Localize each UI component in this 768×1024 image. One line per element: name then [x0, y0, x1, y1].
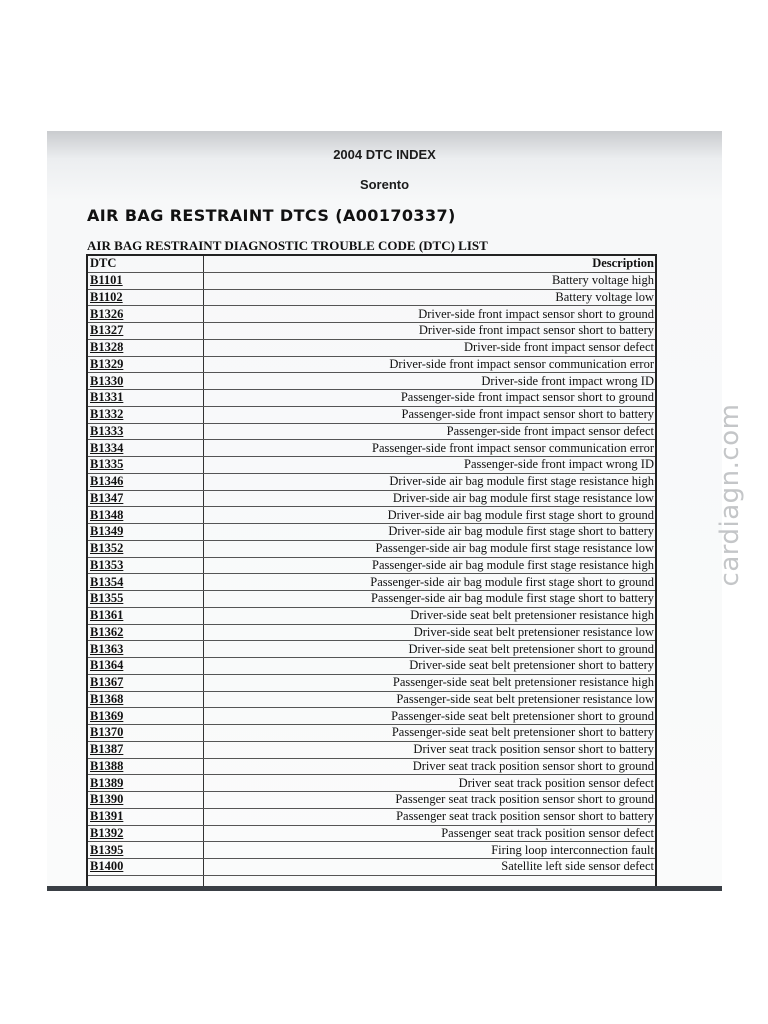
dtc-code-link[interactable]: B1390 — [87, 792, 204, 809]
dtc-table — [86, 254, 657, 890]
dtc-description: Passenger seat track position sensor short to ground — [204, 792, 657, 809]
dtc-description: Passenger-side front impact sensor short to battery — [204, 406, 657, 423]
dtc-code-link[interactable]: B1364 — [87, 658, 204, 675]
dtc-code-link[interactable]: B1349 — [87, 524, 204, 541]
dtc-description: Passenger-side front impact sensor defect — [204, 423, 657, 440]
dtc-description: Driver-side air bag module first stage resistance low — [204, 490, 657, 507]
dtc-code-link[interactable]: B1355 — [87, 591, 204, 608]
table-row — [87, 758, 656, 775]
table-row — [87, 741, 656, 758]
dtc-code-link[interactable]: B1362 — [87, 624, 204, 641]
dtc-description: Driver-side front impact sensor short to ground — [204, 306, 657, 323]
table-row — [87, 557, 656, 574]
dtc-code-link[interactable]: B1367 — [87, 674, 204, 691]
table-row — [87, 641, 656, 658]
table-row — [87, 339, 656, 356]
dtc-code-link[interactable]: B1331 — [87, 390, 204, 407]
dtc-description: Passenger-side front impact sensor short to ground — [204, 390, 657, 407]
table-header-row — [87, 255, 656, 272]
dtc-description: Passenger-side air bag module first stage short to ground — [204, 574, 657, 591]
list-title: AIR BAG RESTRAINT DIAGNOSTIC TROUBLE CODE (DTC) LIST — [87, 238, 488, 253]
dtc-description: Battery voltage high — [204, 272, 657, 289]
table-row — [87, 775, 656, 792]
dtc-description: Driver-side seat belt pretensioner resistance low — [204, 624, 657, 641]
dtc-description: Battery voltage low — [204, 289, 657, 306]
table-row — [87, 457, 656, 474]
dtc-description: Passenger-side seat belt pretensioner short to battery — [204, 725, 657, 742]
table-row — [87, 473, 656, 490]
dtc-description: Driver-side seat belt pretensioner resistance high — [204, 607, 657, 624]
dtc-code-link[interactable]: B1354 — [87, 574, 204, 591]
document-bottom-edge — [47, 886, 722, 891]
document-page — [47, 131, 722, 890]
dtc-description: Passenger-side air bag module first stage short to battery — [204, 591, 657, 608]
dtc-code-link[interactable]: B1335 — [87, 457, 204, 474]
dtc-code-link[interactable]: B1330 — [87, 373, 204, 390]
table-row — [87, 490, 656, 507]
dtc-description: Passenger-side seat belt pretensioner resistance high — [204, 674, 657, 691]
dtc-description: Passenger-side air bag module first stage resistance high — [204, 557, 657, 574]
dtc-description: Driver-side front impact sensor communication error — [204, 356, 657, 373]
section-title: AIR BAG RESTRAINT DTCS (A00170337) — [87, 206, 456, 225]
table-row — [87, 390, 656, 407]
dtc-description: Driver-side air bag module first stage short to ground — [204, 507, 657, 524]
table-row — [87, 524, 656, 541]
table-row — [87, 591, 656, 608]
dtc-code-link[interactable]: B1346 — [87, 473, 204, 490]
dtc-code-link[interactable]: B1369 — [87, 708, 204, 725]
dtc-code-link[interactable]: B1361 — [87, 607, 204, 624]
dtc-code-link[interactable]: B1333 — [87, 423, 204, 440]
dtc-code-link[interactable]: B1388 — [87, 758, 204, 775]
table-row — [87, 792, 656, 809]
dtc-code-link[interactable]: B1328 — [87, 339, 204, 356]
dtc-code-link[interactable]: B1392 — [87, 825, 204, 842]
dtc-code-link[interactable]: B1370 — [87, 725, 204, 742]
dtc-description: Driver-side seat belt pretensioner short to battery — [204, 658, 657, 675]
dtc-code-link[interactable]: B1347 — [87, 490, 204, 507]
dtc-code-link[interactable]: B1353 — [87, 557, 204, 574]
dtc-description: Satellite left side sensor defect — [204, 859, 657, 876]
table-row — [87, 725, 656, 742]
table-row — [87, 859, 656, 876]
dtc-description: Passenger seat track position sensor defect — [204, 825, 657, 842]
table-row — [87, 373, 656, 390]
dtc-description: Passenger-side front impact sensor communication error — [204, 440, 657, 457]
dtc-code-link[interactable]: B1400 — [87, 859, 204, 876]
table-row — [87, 406, 656, 423]
dtc-code-link[interactable]: B1329 — [87, 356, 204, 373]
table-row — [87, 507, 656, 524]
dtc-code-link[interactable]: B1326 — [87, 306, 204, 323]
dtc-description: Passenger-side seat belt pretensioner resistance low — [204, 691, 657, 708]
table-row — [87, 691, 656, 708]
watermark-text: cardiagn.com — [715, 403, 745, 587]
index-title: 2004 DTC INDEX — [333, 147, 436, 162]
dtc-code-link[interactable]: B1363 — [87, 641, 204, 658]
dtc-description: Driver-side seat belt pretensioner short to ground — [204, 641, 657, 658]
table-row — [87, 624, 656, 641]
table-row — [87, 323, 656, 340]
table-row — [87, 708, 656, 725]
table-row — [87, 574, 656, 591]
dtc-code-link[interactable]: B1387 — [87, 741, 204, 758]
description-column-header: Description — [204, 255, 657, 272]
dtc-description: Driver-side front impact sensor short to battery — [204, 323, 657, 340]
dtc-table-body — [87, 272, 656, 890]
dtc-code-link[interactable]: B1102 — [87, 289, 204, 306]
dtc-code-link[interactable]: B1395 — [87, 842, 204, 859]
dtc-description: Driver-side front impact wrong ID — [204, 373, 657, 390]
table-row — [87, 607, 656, 624]
table-row — [87, 658, 656, 675]
dtc-code-link[interactable]: B1334 — [87, 440, 204, 457]
table-row — [87, 808, 656, 825]
dtc-description: Driver seat track position sensor defect — [204, 775, 657, 792]
dtc-description: Passenger seat track position sensor short to battery — [204, 808, 657, 825]
table-row — [87, 423, 656, 440]
dtc-description: Passenger-side front impact wrong ID — [204, 457, 657, 474]
dtc-code-link[interactable]: B1327 — [87, 323, 204, 340]
dtc-description: Driver-side air bag module first stage short to battery — [204, 524, 657, 541]
table-row — [87, 540, 656, 557]
watermark — [710, 395, 750, 595]
dtc-column-header: DTC — [87, 255, 204, 272]
table-row — [87, 272, 656, 289]
dtc-description: Driver-side air bag module first stage resistance high — [204, 473, 657, 490]
dtc-code-link[interactable]: B1389 — [87, 775, 204, 792]
table-row — [87, 674, 656, 691]
dtc-description: Firing loop interconnection fault — [204, 842, 657, 859]
table-row — [87, 440, 656, 457]
model-name: Sorento — [359, 177, 410, 192]
dtc-description: Driver seat track position sensor short to ground — [204, 758, 657, 775]
dtc-code-link[interactable]: B1352 — [87, 540, 204, 557]
table-row — [87, 825, 656, 842]
table-row — [87, 842, 656, 859]
dtc-description: Passenger-side air bag module first stage resistance low — [204, 540, 657, 557]
dtc-code-link[interactable]: B1391 — [87, 808, 204, 825]
dtc-description: Driver seat track position sensor short to battery — [204, 741, 657, 758]
dtc-code-link[interactable]: B1348 — [87, 507, 204, 524]
table-row — [87, 356, 656, 373]
table-row — [87, 306, 656, 323]
dtc-description: Passenger-side seat belt pretensioner short to ground — [204, 708, 657, 725]
dtc-description: Driver-side front impact sensor defect — [204, 339, 657, 356]
table-row — [87, 289, 656, 306]
dtc-code-link[interactable]: B1368 — [87, 691, 204, 708]
dtc-code-link[interactable]: B1101 — [87, 272, 204, 289]
dtc-code-link[interactable]: B1332 — [87, 406, 204, 423]
